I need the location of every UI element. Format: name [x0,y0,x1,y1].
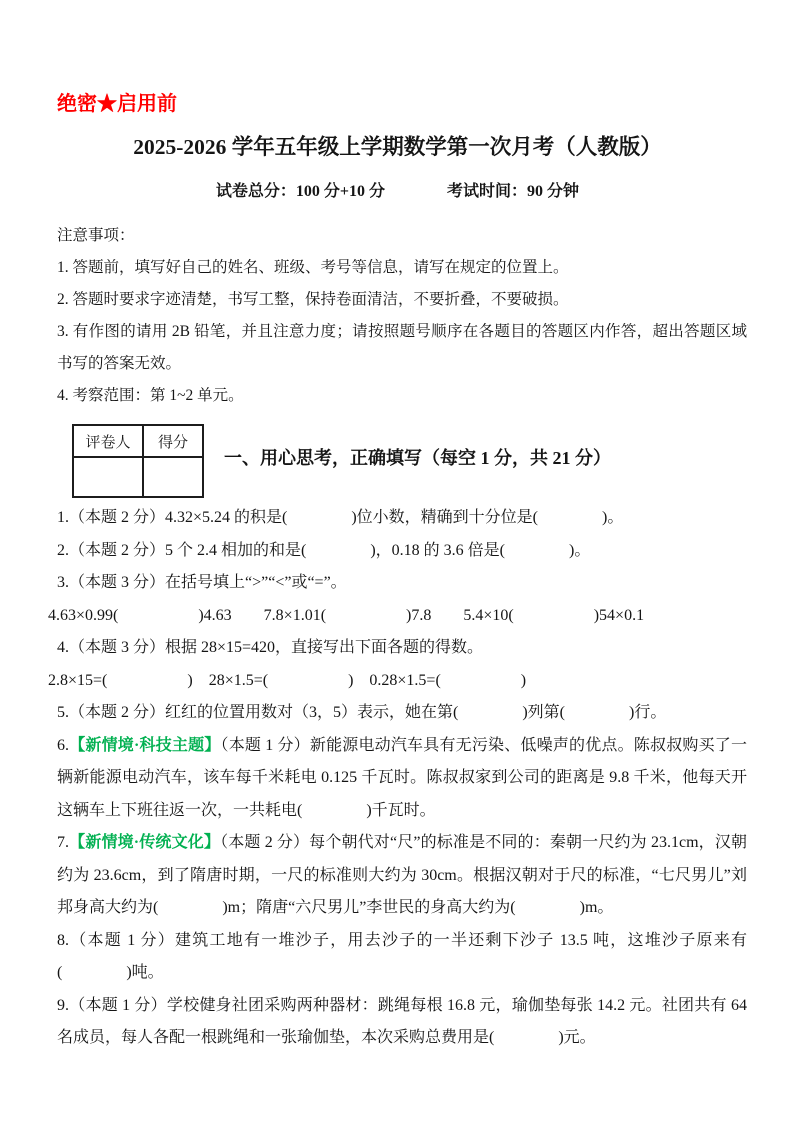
question-5-text: （本题 2 分）红红的位置用数对（3，5）表示，她在第( )列第( )行。 [69,704,667,721]
question-4-expressions: 2.8×15=( ) 28×1.5=( ) 0.28×1.5=( ) [48,671,527,689]
question-3-expressions: 4.63×0.99( )4.63 7.8×1.01( )7.8 5.4×10( )54×0.1 [48,606,645,624]
section-one-header-row [72,424,747,498]
notice-item-1: 1. 答题前，填写好自己的姓名、班级、考号等信息，请写在规定的位置上。 [57,259,569,276]
grader-value-cell [73,457,143,497]
exam-meta [48,180,747,204]
question-2-text: （本题 2 分）5 个 2.4 相加的和是( )，0.18 的 3.6 倍是( )。 [69,541,591,559]
question-9-text: （本题 1 分）学校健身社团采购两种器材：跳绳每根 16.8 元，瑜伽垫每张 14.2 元。社团共有 64 名成员，每人各配一根跳绳和一张瑜伽垫，本次采购总费用是( )元。 [57,996,747,1046]
notice-item-2: 2. 答题时要求字迹清楚，书写工整，保持卷面清洁，不要折叠，不要破损。 [57,291,569,308]
question-3-text: （本题 3 分）在括号填上“>”“<”或“=”。 [69,574,347,591]
question-8-number: 8. [57,931,69,949]
question-6-tag: 【新情境·科技主题】 [69,736,221,754]
question-6-number: 6. [57,736,69,754]
question-7-tag: 【新情境·传统文化】 [69,834,221,851]
question-6 [48,730,747,828]
question-8-text: （本题 1 分）建筑工地有一堆沙子，用去沙子的一半还剩下沙子 13.5 吨，这堆沙子原来有( )吨。 [57,931,747,981]
question-2 [48,535,747,568]
section-one-heading: 一、用心思考，正确填写（每空 1 分，共 21 分） [224,448,611,468]
grader-header-cell: 评卷人 [73,425,143,457]
notice-item-3: 3. 有作图的请用 2B 铅笔，并且注意力度；请按照题号顺序在各题目的答题区内作答，超出答题区域书写的答案无效。 [57,323,747,372]
question-1-text: （本题 2 分）4.32×5.24 的积是( )位小数，精确到十分位是( )。 [69,509,624,526]
question-3-number: 3. [57,574,69,591]
exam-title: 2025-2026 学年五年级上学期数学第一次月考（人教版） [133,135,662,159]
notices-block [48,220,747,412]
total-score-label: 试卷总分：100 分+10 分 [215,183,386,200]
question-9 [48,990,747,1055]
question-4-text: （本题 3 分）根据 28×15=420，直接写出下面各题的得数。 [69,639,484,656]
score-header-cell: 得分 [143,425,203,457]
question-4 [48,632,747,665]
question-1-number: 1. [57,509,69,526]
question-5 [48,697,747,730]
security-label: 绝密★启用前 [57,93,177,115]
question-7-number: 7. [57,834,69,851]
score-value-cell [143,457,203,497]
question-2-number: 2. [57,541,69,559]
question-3 [48,567,747,600]
question-7 [48,827,747,925]
notice-item-4: 4. 考察范围：第 1~2 单元。 [57,387,244,404]
question-7-text: （本题 2 分）每个朝代对“尺”的标准是不同的：秦朝一尺约为 23.1cm，汉朝约为 23.6cm，到了隋唐时期，一尺的标准则大约为 30cm。根据汉朝对于尺的标准，“七尺男儿”刘邦身高大约为( )m；隋唐“六尺男儿”李世民的身高大约为( )m。 [57,834,747,916]
question-4-number: 4. [57,639,69,656]
notices-heading: 注意事项： [57,227,135,244]
score-table [72,424,204,498]
question-8 [48,925,747,990]
question-5-number: 5. [57,704,69,721]
question-6-text: （本题 1 分）新能源电动汽车具有无污染、低噪声的优点。陈叔叔购买了一辆新能源电动汽车，该车每千米耗电 0.125 千瓦时。陈叔叔家到公司的距离是 9.8 千米，他每天开这辆车上下班往返一次，一共耗电( )千瓦时。 [57,736,747,819]
exam-time-label: 考试时间：90 分钟 [447,183,580,200]
questions-list [48,502,747,1055]
question-9-number: 9. [57,996,69,1014]
question-1 [48,502,747,535]
